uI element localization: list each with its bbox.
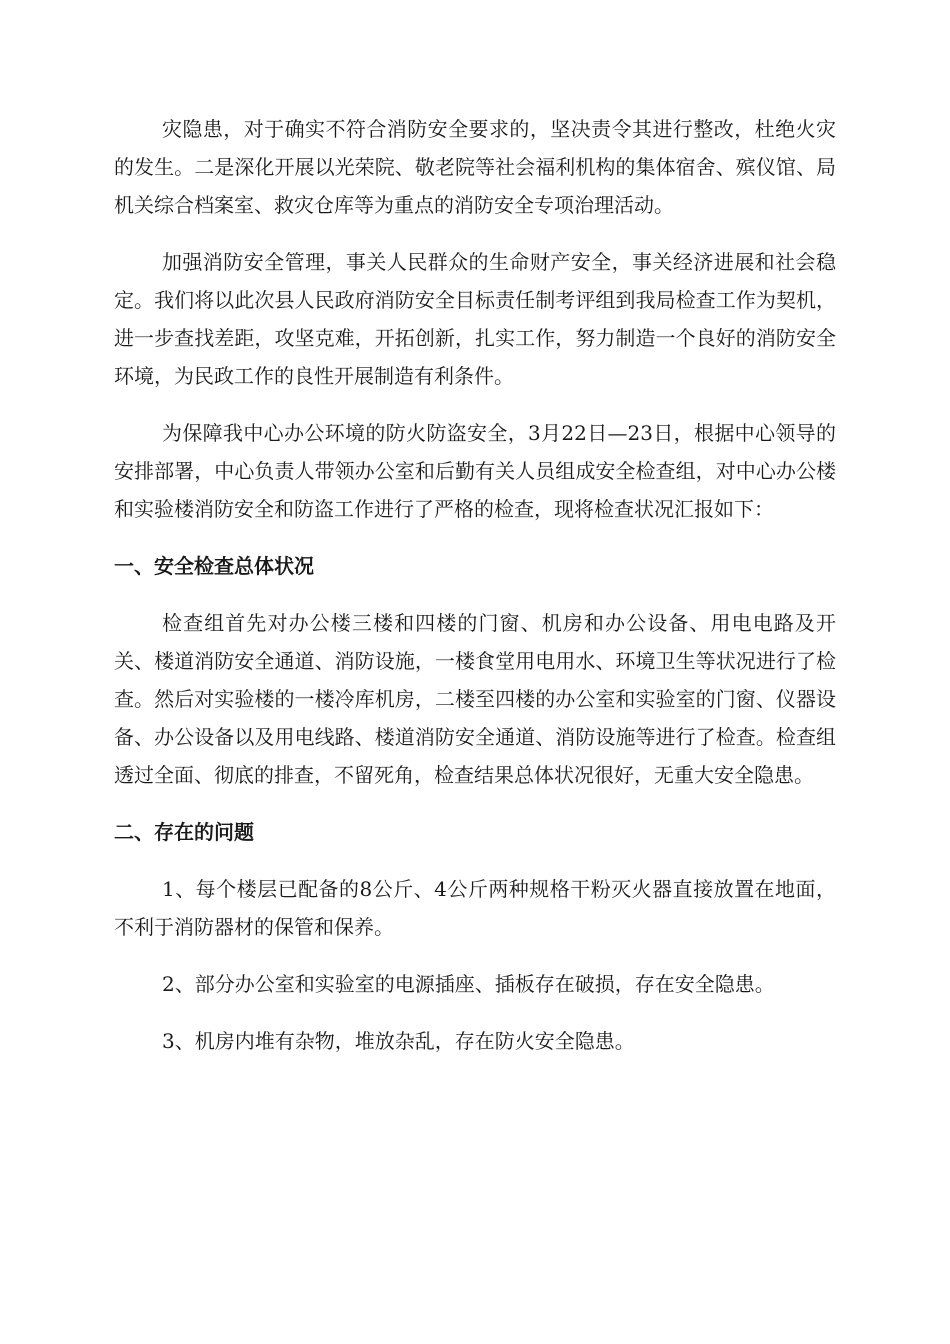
- section-heading-overall-status: 一、安全检查总体状况: [114, 554, 314, 578]
- paragraph-inspection-intro: 为保障我中心办公环境的防火防盗安全，3月22日—23日，根据中心领导的安排部署，中心负责人带领办公室和后勤有关人员组成安全检查组，对中心办公楼和实验楼消防安全和防盗工作进行了严格的检查，现将检查状况汇报如下：: [114, 421, 836, 521]
- problem-item-machine-room-clutter: 3、机房内堆有杂物，堆放杂乱，存在防火安全隐患。: [162, 1029, 635, 1053]
- paragraph-strengthen-management: 加强消防安全管理，事关人民群众的生命财产安全，事关经济进展和社会稳定。我们将以此次县人民政府消防安全目标责任制考评组到我局检查工作为契机，进一步查找差距，攻坚克难，开拓创新，扎实工作，努力制造一个良好的消防安全环境，为民政工作的良性开展制造有利条件。: [114, 250, 836, 388]
- paragraph-inspection-details: 检查组首先对办公楼三楼和四楼的门窗、机房和办公设备、用电电路及开关、楼道消防安全通道、消防设施，一楼食堂用电用水、环境卫生等状况进行了检查。然后对实验楼的一楼冷库机房，二楼至四楼的办公室和实验室的门窗、仪器设备、办公设备以及用电线路、楼道消防安全通道、消防设施等进行了检查。检查组透过全面、彻底的排查，不留死角，检查结果总体状况很好，无重大安全隐患。: [114, 611, 836, 787]
- problem-item-power-sockets: 2、部分办公室和实验室的电源插座、插板存在破损，存在安全隐患。: [162, 972, 775, 996]
- problem-item-extinguishers: 1、每个楼层已配备的8公斤、4公斤两种规格干粉灭火器直接放置在地面，不利于消防器材的保管和保养。: [114, 877, 836, 939]
- document-body: [114, 110, 836, 1079]
- paragraph-fire-hazard-rectification: 灾隐患，对于确实不符合消防安全要求的，坚决责令其进行整改，杜绝火灾的发生。二是深化开展以光荣院、敬老院等社会福利机构的集体宿舍、殡仪馆、局机关综合档案室、救灾仓库等为重点的消防安全专项治理活动。: [114, 117, 836, 217]
- section-heading-existing-problems: 二、存在的问题: [114, 820, 254, 844]
